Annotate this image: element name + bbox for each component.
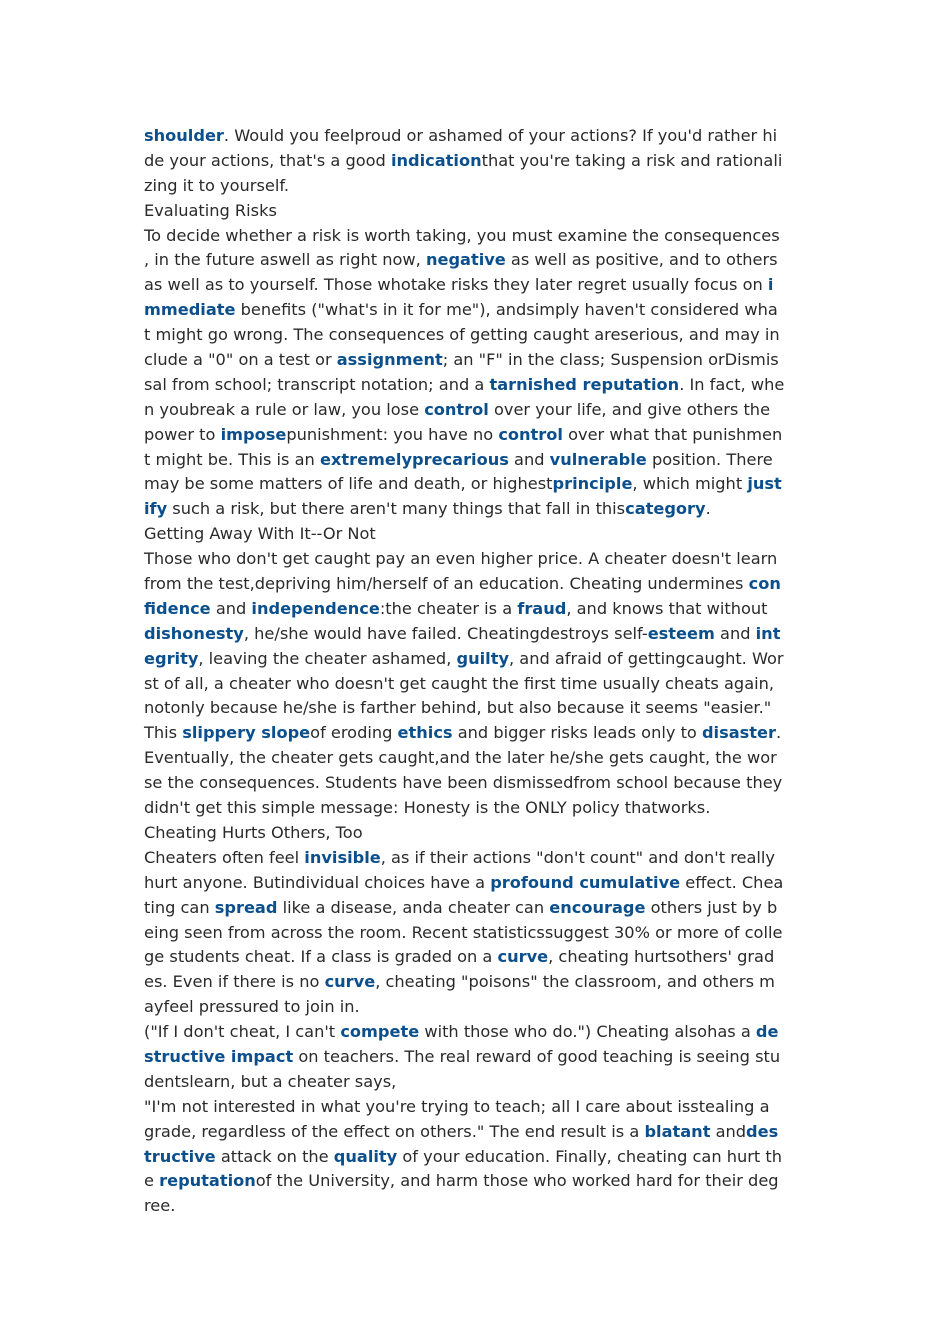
highlighted-keyword: dishonesty <box>144 623 244 643</box>
text-run: and bigger risks leads only to <box>452 723 702 743</box>
text-line <box>144 472 814 497</box>
text-run: sal from school; transcript notation; and a <box>144 374 490 394</box>
text-run: over your life, and give others the <box>488 399 771 419</box>
highlighted-keyword: des <box>746 1121 779 1141</box>
text-line <box>144 796 814 821</box>
highlighted-keyword: just <box>747 474 782 494</box>
highlighted-keyword: control <box>424 399 489 419</box>
text-run: Cheaters often feel <box>144 847 305 867</box>
text-line <box>144 1020 814 1045</box>
text-run: others just by b <box>645 897 778 917</box>
highlighted-keyword: structive impact <box>144 1046 294 1066</box>
text-run: attack on the <box>215 1146 334 1166</box>
text-run: as well as to yourself. Those whotake risks they later regret usually focus on <box>144 275 768 295</box>
text-run: To decide whether a risk is worth taking, you must examine the consequences <box>144 225 780 245</box>
highlighted-keyword: invisible <box>304 847 381 867</box>
text-run: that you're taking a risk and rationali <box>481 150 783 170</box>
highlighted-keyword: disaster <box>701 723 776 743</box>
text-run: and <box>710 1121 747 1141</box>
highlighted-keyword: i <box>767 275 774 295</box>
text-run: benefits ("what's in it for me"), andsimply haven't considered wha <box>235 300 778 320</box>
text-line <box>144 821 814 846</box>
text-run: , he/she would have failed. Cheatingdestroys self- <box>243 623 648 643</box>
text-run: clude a "0" on a test or <box>144 350 337 370</box>
text-run: and <box>714 623 756 643</box>
text-line <box>144 273 814 298</box>
highlighted-keyword: mmediate <box>144 300 236 320</box>
text-run: hurt anyone. Butindividual choices have a <box>144 872 491 892</box>
text-run: ("If I don't cheat, I can't <box>144 1022 341 1042</box>
text-line <box>144 746 814 771</box>
text-line <box>144 896 814 921</box>
text-line <box>144 497 814 522</box>
highlighted-keyword: encourage <box>549 897 646 917</box>
text-run: on teachers. The real reward of good teaching is seeing stu <box>293 1046 781 1066</box>
text-line <box>144 124 814 149</box>
highlighted-keyword: indication <box>390 150 482 170</box>
highlighted-keyword: con <box>748 574 781 594</box>
text-run: effect. Chea <box>680 872 784 892</box>
text-line <box>144 672 814 697</box>
highlighted-keyword: vulnerable <box>549 449 647 469</box>
highlighted-keyword: control <box>498 424 563 444</box>
text-line <box>144 771 814 796</box>
text-run: Those who don't get caught pay an even higher price. A cheater doesn't learn <box>144 549 778 569</box>
text-run: , and knows that without <box>566 598 768 618</box>
highlighted-keyword: ify <box>144 499 168 519</box>
text-run: ge students cheat. If a class is graded on a <box>144 947 498 967</box>
text-line <box>144 423 814 448</box>
highlighted-keyword: principle <box>552 474 633 494</box>
highlighted-keyword: tructive <box>144 1146 216 1166</box>
text-line <box>144 1194 814 1219</box>
text-line <box>144 1169 814 1194</box>
text-run: punishment: you have no <box>286 424 499 444</box>
text-line <box>144 995 814 1020</box>
highlighted-keyword: fraud <box>517 598 567 618</box>
text-line <box>144 871 814 896</box>
text-run: over what that punishmen <box>562 424 783 444</box>
text-line <box>144 696 814 721</box>
text-run: with those who do.") Cheating alsohas a <box>419 1022 756 1042</box>
text-line <box>144 921 814 946</box>
highlighted-keyword: de <box>755 1022 779 1042</box>
text-run: may be some matters of life and death, or highest <box>144 474 553 494</box>
text-run: st of all, a cheater who doesn't get caught the first time usually cheats again, <box>144 673 775 693</box>
text-line <box>144 622 814 647</box>
text-run: Eventually, the cheater gets caught,and the later he/she gets caught, the wor <box>144 748 777 768</box>
text-run: from the test,depriving him/herself of an education. Cheating undermines <box>144 574 749 594</box>
text-run: zing it to yourself. <box>144 175 290 195</box>
text-run: ree. <box>144 1196 176 1216</box>
text-run: :the cheater is a <box>379 598 518 618</box>
text-run: , leaving the cheater ashamed, <box>198 648 457 668</box>
text-run: of your education. Finally, cheating can hurt th <box>397 1146 783 1166</box>
highlighted-keyword: reputation <box>159 1171 256 1191</box>
text-line <box>144 174 814 199</box>
text-run: , cheating hurtsothers' grad <box>548 947 775 967</box>
highlighted-keyword: curve <box>324 972 376 992</box>
text-run: e <box>144 1171 160 1191</box>
text-line <box>144 597 814 622</box>
text-line <box>144 448 814 473</box>
text-run: This <box>144 723 183 743</box>
text-run: "I'm not interested in what you're trying to teach; all I care about isstealing a <box>144 1096 770 1116</box>
text-line <box>144 224 814 249</box>
text-line <box>144 348 814 373</box>
text-run: like a disease, anda cheater can <box>277 897 550 917</box>
text-run: t might go wrong. The consequences of getting caught areserious, and may in <box>144 325 780 345</box>
text-line <box>144 149 814 174</box>
text-run: didn't get this simple message: Honesty is the ONLY policy thatworks. <box>144 798 711 818</box>
highlighted-keyword: spread <box>214 897 278 917</box>
text-line <box>144 970 814 995</box>
text-run: . <box>705 499 711 519</box>
highlighted-keyword: egrity <box>144 648 199 668</box>
text-line <box>144 1070 814 1095</box>
text-run: as well as positive, and to others <box>505 250 778 270</box>
highlighted-keyword: compete <box>340 1022 420 1042</box>
text-line <box>144 1095 814 1120</box>
highlighted-keyword: esteem <box>647 623 715 643</box>
text-run: , as if their actions "don't count" and don't really <box>380 847 775 867</box>
document-page <box>144 124 814 1219</box>
text-line <box>144 572 814 597</box>
highlighted-keyword: extremelyprecarious <box>319 449 509 469</box>
text-run: grade, regardless of the effect on others." The end result is a <box>144 1121 645 1141</box>
highlighted-keyword: int <box>755 623 781 643</box>
text-line <box>144 1120 814 1145</box>
text-run: es. Even if there is no <box>144 972 325 992</box>
text-line <box>144 323 814 348</box>
text-line <box>144 547 814 572</box>
text-run: of the University, and harm those who worked hard for their deg <box>255 1171 779 1191</box>
text-run: of eroding <box>310 723 398 743</box>
highlighted-keyword: independence <box>251 598 380 618</box>
text-run: such a risk, but there aren't many things that fall in this <box>167 499 626 519</box>
highlighted-keyword: curve <box>497 947 549 967</box>
text-run: , and afraid of gettingcaught. Wor <box>509 648 784 668</box>
text-run: eing seen from across the room. Recent statisticssuggest 30% or more of colle <box>144 922 783 942</box>
text-line <box>144 846 814 871</box>
highlighted-keyword: guilty <box>456 648 509 668</box>
text-line <box>144 522 814 547</box>
text-run: ting can <box>144 897 215 917</box>
text-run: notonly because he/she is farther behind, but also because it seems "easier." <box>144 698 772 718</box>
text-run: , which might <box>632 474 748 494</box>
text-line <box>144 248 814 273</box>
text-run: and <box>508 449 550 469</box>
text-run: , cheating "poisons" the classroom, and others m <box>375 972 775 992</box>
text-run: dentslearn, but a cheater says, <box>144 1071 397 1091</box>
text-run: Cheating Hurts Others, Too <box>144 822 363 842</box>
text-run: t might be. This is an <box>144 449 320 469</box>
text-line <box>144 1045 814 1070</box>
text-line <box>144 199 814 224</box>
highlighted-keyword: slippery slope <box>182 723 311 743</box>
text-run: n youbreak a rule or law, you lose <box>144 399 425 419</box>
text-run: Evaluating Risks <box>144 200 277 220</box>
text-run: , in the future aswell as right now, <box>144 250 426 270</box>
highlighted-keyword: profound cumulative <box>490 872 681 892</box>
text-run: . In fact, whe <box>679 374 785 394</box>
text-line <box>144 1145 814 1170</box>
text-line <box>144 945 814 970</box>
text-run: ayfeel pressured to join in. <box>144 997 360 1017</box>
highlighted-keyword: fidence <box>144 598 211 618</box>
text-line <box>144 373 814 398</box>
text-run: Getting Away With It--Or Not <box>144 524 376 544</box>
highlighted-keyword: negative <box>425 250 506 270</box>
text-run: . <box>776 723 782 743</box>
highlighted-keyword: ethics <box>397 723 453 743</box>
highlighted-keyword: quality <box>333 1146 398 1166</box>
text-run: position. There <box>646 449 773 469</box>
highlighted-keyword: category <box>625 499 706 519</box>
text-line <box>144 721 814 746</box>
highlighted-keyword: shoulder <box>144 126 224 145</box>
text-run: de your actions, that's a good <box>144 150 391 170</box>
text-line <box>144 298 814 323</box>
text-line <box>144 398 814 423</box>
text-line <box>144 647 814 672</box>
highlighted-keyword: impose <box>220 424 287 444</box>
text-run: ; an "F" in the class; Suspension orDismis <box>442 350 779 370</box>
text-run: power to <box>144 424 221 444</box>
highlighted-keyword: blatant <box>644 1121 711 1141</box>
text-run: and <box>210 598 252 618</box>
text-run: . Would you feelproud or ashamed of your actions? If you'd rather hi <box>223 126 778 145</box>
highlighted-keyword: tarnished reputation <box>489 374 680 394</box>
highlighted-keyword: assignment <box>336 350 443 370</box>
text-run: se the consequences. Students have been dismissedfrom school because they <box>144 773 783 793</box>
